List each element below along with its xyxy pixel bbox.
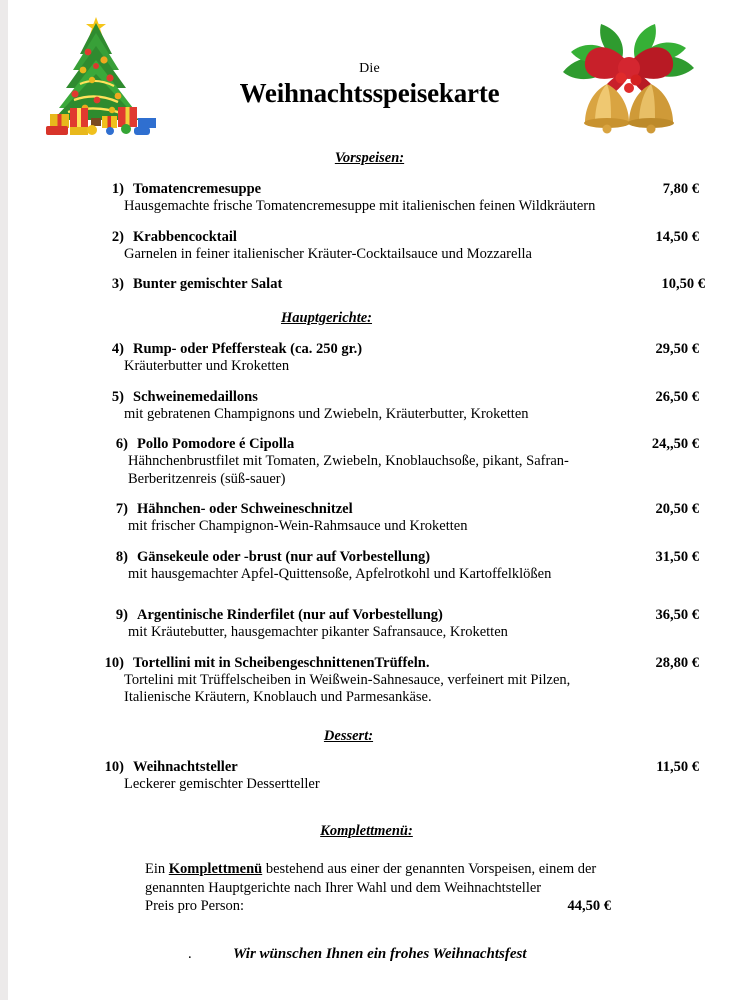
item-price: 28,80 €	[655, 654, 699, 671]
item-number: 4)	[111, 341, 124, 357]
item-price: 24,,50 €	[651, 436, 699, 452]
complete-menu-price-row	[145, 897, 611, 916]
item-name: Bunter gemischter Salat	[133, 276, 283, 292]
item-description: mit gebratenen Champignons und Zwiebeln, Kräuterbutter, Kroketten	[124, 405, 529, 422]
item-number: 9)	[115, 607, 128, 623]
item-name: Rump- oder Pfeffersteak (ca. 250 gr.)	[133, 341, 363, 357]
item-number: 10)	[104, 654, 124, 671]
menu-item	[8, 341, 731, 376]
item-price: 31,50 €	[655, 548, 699, 565]
menu-item	[8, 276, 731, 293]
item-description: Hausgemachte frische Tomatencremesuppe mit italienischen feinen Wildkräutern	[124, 198, 596, 214]
menu-item	[8, 549, 731, 584]
item-price: 20,50 €	[655, 501, 699, 517]
starters-list	[8, 181, 731, 293]
section-heading-mains: Hauptgerichte:	[280, 310, 373, 326]
menu-item	[8, 607, 731, 642]
item-description: Kräuterbutter und Kroketten	[124, 358, 290, 374]
menu-item	[8, 229, 731, 264]
section-heading-complete-menu: Komplettmenü:	[320, 823, 413, 839]
complete-menu-price: 44,50 €	[567, 898, 611, 914]
item-price: 11,50 €	[656, 758, 699, 775]
item-name: Gänsekeule oder -brust (nur auf Vorbestellung)	[137, 548, 431, 565]
menu-item	[8, 436, 731, 488]
item-price: 14,50 €	[655, 228, 699, 245]
item-price: 36,50 €	[655, 607, 699, 623]
title-main: Weihnachtsspeisekarte	[239, 78, 500, 108]
item-number: 5)	[111, 388, 124, 405]
menu-item	[8, 759, 731, 794]
item-name: Weihnachtsteller	[133, 758, 238, 775]
page-header	[8, 0, 731, 140]
item-price: 7,80 €	[662, 181, 699, 197]
item-name: Hähnchen- oder Schweineschnitzel	[137, 501, 353, 517]
page-left-edge-strip	[0, 0, 8, 1000]
item-description: Hähnchenbrustfilet mit Tomaten, Zwiebeln, Knoblauchsoße, pikant, Safran-Berberitzenreis (süß-sauer)	[128, 453, 569, 487]
item-number: 1)	[111, 181, 124, 197]
menu-item	[8, 181, 731, 216]
menu-page	[8, 0, 731, 1000]
stray-period: .	[188, 945, 192, 962]
item-number: 10)	[104, 758, 124, 775]
dessert-list	[8, 759, 731, 794]
page-title	[8, 60, 731, 109]
item-price: 29,50 €	[655, 341, 699, 357]
item-number: 8)	[115, 548, 128, 565]
item-description: Leckerer gemischter Dessertteller	[124, 775, 320, 792]
item-name: Tortellini mit in ScheibengeschnittenenTrüffeln.	[133, 654, 430, 671]
mains-list	[8, 341, 731, 707]
item-name: Schweinemedaillons	[133, 388, 258, 405]
menu-item	[8, 501, 731, 536]
item-price: 10,50 €	[661, 276, 705, 292]
item-description: mit frischer Champignon-Wein-Rahmsauce und Kroketten	[128, 518, 468, 534]
complete-menu-text-before: Ein	[145, 861, 169, 877]
item-name: Argentinische Rinderfilet (nur auf Vorbestellung)	[137, 607, 443, 623]
item-number: 2)	[111, 228, 124, 245]
section-heading-dessert: Dessert:	[323, 727, 374, 744]
item-number: 3)	[111, 276, 124, 292]
complete-menu-text-after: bestehend aus einer der genannten Vorspeisen, einem der genannten Hauptgerichte nach Ihrer Wahl und dem Weihnachtsteller	[145, 861, 597, 896]
complete-menu-description	[8, 860, 731, 916]
closing-wish: Wir wünschen Ihnen ein frohes Weihnachtsfest	[233, 945, 527, 962]
menu-item	[8, 655, 731, 707]
item-number: 6)	[115, 436, 128, 452]
item-name: Pollo Pomodore é Cipolla	[137, 436, 295, 452]
title-prefix: Die	[359, 61, 380, 76]
item-description: mit hausgemachter Apfel-Quittensoße, Apfelrotkohl und Kartoffelklößen	[128, 565, 552, 582]
item-description: mit Kräutebutter, hausgemachter pikanter Safransauce, Kroketten	[128, 624, 508, 640]
closing-line	[8, 946, 731, 968]
complete-menu-highlight: Komplettmenü	[168, 861, 263, 877]
item-price: 26,50 €	[655, 388, 699, 405]
item-name: Tomatencremesuppe	[133, 181, 262, 197]
menu-item	[8, 389, 731, 424]
complete-menu-price-label: Preis pro Person:	[145, 898, 245, 914]
item-name: Krabbencocktail	[133, 228, 237, 245]
section-heading-starters: Vorspeisen:	[334, 150, 405, 166]
item-description: Garnelen in feiner italienischer Kräuter-Cocktailsauce und Mozzarella	[124, 245, 532, 262]
item-description: Tortelini mit Trüffelscheiben in Weißwein-Sahnesauce, verfeinert mit Pilzen, Italienische Kräutern, Knoblauch und Parmesankäse.	[124, 671, 571, 705]
item-number: 7)	[115, 501, 128, 517]
